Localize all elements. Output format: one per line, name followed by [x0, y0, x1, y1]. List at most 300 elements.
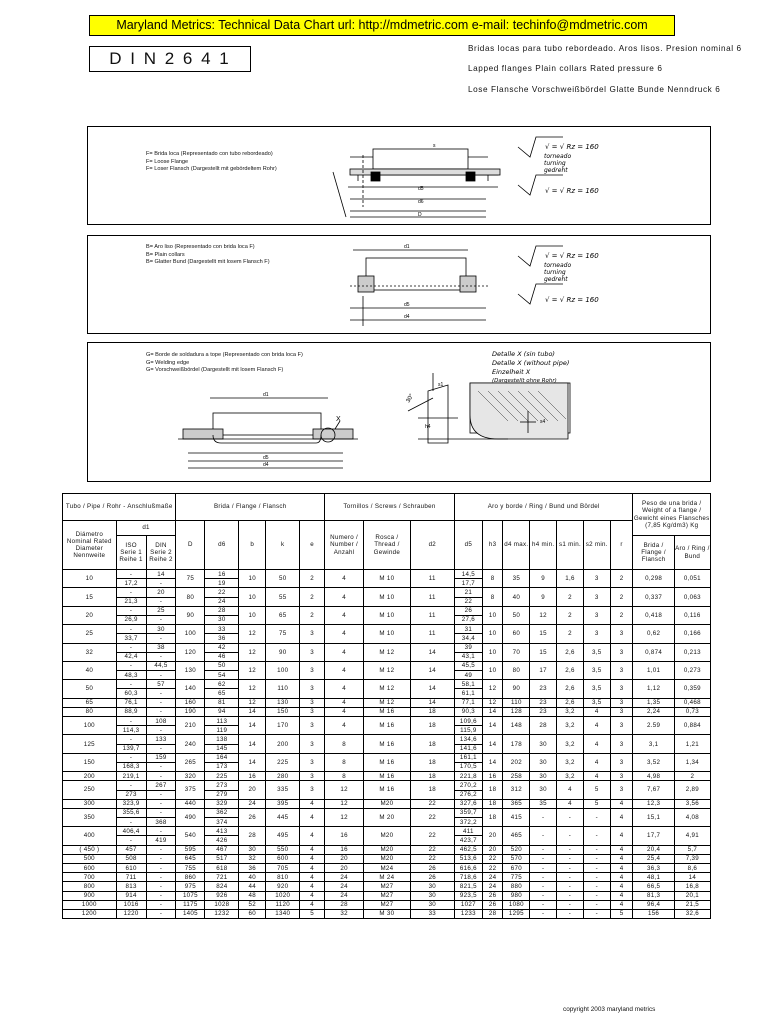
svg-text:gedreht: gedreht [544, 276, 568, 283]
cell-weight-flange: 36,3 [633, 864, 674, 873]
table-row [63, 735, 711, 744]
cell-D: 375 [176, 781, 205, 799]
cell-k: 920 [266, 882, 300, 891]
cell-weight-flange: 0,874 [633, 643, 674, 661]
cell-iso: 323,9 [116, 799, 146, 808]
cell-d6: 467 [205, 845, 239, 854]
cell-weight-flange: 4,98 [633, 772, 674, 781]
cell-din: 14 [146, 570, 176, 579]
cell-d6: 81 [205, 698, 239, 707]
cell-iso: 914 [116, 891, 146, 900]
cell-nominal-diameter: ( 450 ) [63, 845, 117, 854]
cell-k: 280 [266, 772, 300, 781]
table-row [63, 698, 711, 707]
table-body [63, 570, 711, 919]
cell-weight-flange: 48,1 [633, 873, 674, 882]
cell-s1: - [557, 882, 584, 891]
cell-iso: - [116, 625, 146, 634]
cell-h4: 28 [530, 717, 557, 735]
cell-b: 10 [239, 606, 266, 624]
cell-bolt-count: 24 [325, 891, 364, 900]
cell-k: 55 [266, 588, 300, 606]
cell-d4: 40 [503, 588, 530, 606]
header-nominal-diameter: Diámetro Nominal Rated Diameter Nennweite [63, 521, 117, 570]
cell-d5: 327,6 [454, 799, 482, 808]
cell-d6: 824 [205, 882, 239, 891]
cell-weight-ring: 16,8 [674, 882, 710, 891]
cell-iso: - [116, 661, 146, 670]
legend-line: B= Glatter Bund (Dargestellt mit losem Flansch F) [146, 259, 270, 266]
cell-din: - [146, 762, 176, 771]
cell-h3: 20 [482, 845, 503, 854]
cell-d2: 33 [410, 909, 454, 918]
cell-s2: 4 [583, 772, 610, 781]
legend-line: F= Loser Flansch (Dargestellt mit gebördeltem Rohr) [146, 166, 277, 173]
cell-d4: 148 [503, 717, 530, 735]
cell-D: 90 [176, 606, 205, 624]
cell-bolt-count: 16 [325, 827, 364, 845]
cell-d4: 365 [503, 799, 530, 808]
cell-iso: 42,4 [116, 652, 146, 661]
cell-s1: 1,6 [557, 570, 584, 588]
cell-bolt-count: 4 [325, 707, 364, 716]
svg-text:turning: turning [544, 269, 566, 276]
header-h4: h4 min. [530, 521, 557, 570]
cell-k: 335 [266, 781, 300, 799]
table-row [63, 900, 711, 909]
table-row [63, 707, 711, 716]
cell-r: 3 [610, 781, 633, 799]
cell-din: 368 [146, 818, 176, 827]
cell-s2: - [583, 845, 610, 854]
finish-de: gedreht [544, 167, 568, 174]
cell-d5: 359,7 [454, 808, 482, 817]
cell-s1: - [557, 854, 584, 863]
cell-d5: 14,5 [454, 570, 482, 579]
table-row [63, 909, 711, 918]
cell-nominal-diameter: 600 [63, 864, 117, 873]
cell-iso: 406,4 [116, 827, 146, 836]
svg-text:X: X [336, 416, 341, 423]
cell-nominal-diameter: 250 [63, 781, 117, 799]
cell-s2: - [583, 891, 610, 900]
loose-flange-drawing [88, 127, 712, 226]
cell-thread: M 12 [364, 680, 410, 698]
cell-din: - [146, 882, 176, 891]
cell-d6: 119 [205, 726, 239, 735]
cell-d6: 1232 [205, 909, 239, 918]
header-D: D [176, 521, 205, 570]
cell-D: 130 [176, 661, 205, 679]
cell-e: 4 [300, 854, 325, 863]
cell-s1: 2,6 [557, 680, 584, 698]
svg-text:d1: d1 [404, 244, 410, 250]
cell-D: 120 [176, 643, 205, 661]
cell-iso: 273 [116, 790, 146, 799]
cell-d2: 11 [410, 588, 454, 606]
cell-e: 4 [300, 864, 325, 873]
cell-d4: 35 [503, 570, 530, 588]
cell-r: 4 [610, 808, 633, 826]
cell-d2: 26 [410, 864, 454, 873]
cell-b: 36 [239, 864, 266, 873]
cell-d5: 58,1 [454, 680, 482, 689]
svg-text:d5: d5 [263, 455, 269, 461]
table-row [63, 882, 711, 891]
cell-k: 1020 [266, 891, 300, 900]
cell-D: 100 [176, 625, 205, 643]
cell-d2: 18 [410, 772, 454, 781]
cell-bolt-count: 4 [325, 588, 364, 606]
cell-s1: 3,2 [557, 735, 584, 753]
svg-text:d4: d4 [263, 462, 269, 468]
cell-s2: 5 [583, 781, 610, 799]
cell-thread: M 20 [364, 808, 410, 826]
cell-weight-flange: 0,298 [633, 570, 674, 588]
cell-D: 755 [176, 864, 205, 873]
cell-iso: - [116, 836, 146, 845]
header-number: Numero / Number / Anzahl [325, 521, 364, 570]
cell-d5: 718,6 [454, 873, 482, 882]
cell-e: 3 [300, 698, 325, 707]
cell-r: 3 [610, 735, 633, 753]
cell-din: - [146, 808, 176, 817]
cell-d5: 616,6 [454, 864, 482, 873]
cell-d6: 28 [205, 606, 239, 615]
cell-s1: 3,2 [557, 753, 584, 771]
cell-b: 60 [239, 909, 266, 918]
cell-b: 14 [239, 707, 266, 716]
cell-weight-ring: 7,39 [674, 854, 710, 863]
svg-text:h4: h4 [425, 424, 431, 430]
cell-weight-flange: 0,418 [633, 606, 674, 624]
cell-d4: 520 [503, 845, 530, 854]
cell-r: 5 [610, 909, 633, 918]
cell-r: 3 [610, 625, 633, 643]
cell-din: - [146, 652, 176, 661]
cell-iso: 711 [116, 873, 146, 882]
plain-collar-drawing [88, 236, 712, 335]
cell-e: 3 [300, 772, 325, 781]
cell-d6: 173 [205, 762, 239, 771]
svg-text:√ = √ Rz = 160: √ = √ Rz = 160 [545, 296, 599, 304]
header-k: k [266, 521, 300, 570]
cell-D: 75 [176, 570, 205, 588]
cell-bolt-count: 12 [325, 799, 364, 808]
cell-h3: 8 [482, 588, 503, 606]
legend-line: G= Borde de soldadura a tope (Representado con brida loca F) [146, 352, 303, 358]
cell-weight-flange: 17,7 [633, 827, 674, 845]
cell-h4: 30 [530, 772, 557, 781]
cell-bolt-count: 12 [325, 808, 364, 826]
cell-d5: 22 [454, 597, 482, 606]
cell-bolt-count: 4 [325, 680, 364, 698]
cell-thread: M27 [364, 891, 410, 900]
legend-line: F= Brida loca (Representado con tubo rebordeado) [146, 151, 273, 157]
description-block [468, 44, 758, 105]
cell-d6: 329 [205, 799, 239, 808]
cell-d2: 30 [410, 891, 454, 900]
cell-k: 50 [266, 570, 300, 588]
cell-k: 810 [266, 873, 300, 882]
cell-b: 16 [239, 772, 266, 781]
cell-d6: 413 [205, 827, 239, 836]
cell-din: - [146, 845, 176, 854]
cell-weight-ring: 1,21 [674, 735, 710, 753]
cell-s2: - [583, 882, 610, 891]
cell-D: 440 [176, 799, 205, 808]
header-tube: Tubo / Pipe / Rohr - Anschlußmaße [63, 494, 176, 521]
cell-iso: - [116, 753, 146, 762]
cell-iso: - [116, 818, 146, 827]
cell-h4: - [530, 845, 557, 854]
cell-din: - [146, 707, 176, 716]
cell-din: - [146, 689, 176, 698]
cell-e: 3 [300, 735, 325, 753]
cell-d4: 110 [503, 698, 530, 707]
svg-text:30°: 30° [405, 393, 416, 404]
cell-h3: 18 [482, 781, 503, 799]
cell-D: 975 [176, 882, 205, 891]
cell-d5: 134,6 [454, 735, 482, 744]
cell-s1: 3,2 [557, 772, 584, 781]
header-r: r [610, 521, 633, 570]
cell-h3: 10 [482, 661, 503, 679]
cell-r: 4 [610, 900, 633, 909]
cell-k: 65 [266, 606, 300, 624]
cell-D: 860 [176, 873, 205, 882]
cell-b: 14 [239, 735, 266, 753]
cell-d4: 90 [503, 680, 530, 698]
cell-weight-flange: 81,3 [633, 891, 674, 900]
cell-h4: - [530, 808, 557, 826]
detail-label-de: Einzelheit X [492, 368, 531, 376]
cell-h4: 35 [530, 799, 557, 808]
cell-d6: 113 [205, 717, 239, 726]
cell-h3: 28 [482, 909, 503, 918]
cell-d4: 980 [503, 891, 530, 900]
cell-b: 44 [239, 882, 266, 891]
cell-s2: 4 [583, 735, 610, 753]
dimension-table [62, 493, 711, 919]
cell-d6: 54 [205, 671, 239, 680]
cell-h3: 18 [482, 808, 503, 826]
cell-din: - [146, 790, 176, 799]
cell-weight-flange: 66,5 [633, 882, 674, 891]
cell-thread: M 16 [364, 781, 410, 799]
cell-bolt-count: 4 [325, 661, 364, 679]
cell-bolt-count: 4 [325, 625, 364, 643]
finish-es: torneado [544, 153, 572, 160]
cell-d2: 22 [410, 845, 454, 854]
cell-iso: 508 [116, 854, 146, 863]
cell-weight-ring: 0,051 [674, 570, 710, 588]
cell-h3: 20 [482, 827, 503, 845]
cell-d5: 109,6 [454, 717, 482, 726]
cell-d6: 926 [205, 891, 239, 900]
cell-e: 5 [300, 909, 325, 918]
cell-d6: 374 [205, 818, 239, 827]
cell-bolt-count: 16 [325, 845, 364, 854]
cell-e: 4 [300, 891, 325, 900]
table-row [63, 680, 711, 689]
table-row [63, 808, 711, 817]
cell-d2: 30 [410, 882, 454, 891]
cell-weight-ring: 2,89 [674, 781, 710, 799]
cell-b: 14 [239, 717, 266, 735]
svg-text:d6: d6 [418, 199, 424, 205]
cell-e: 3 [300, 753, 325, 771]
cell-h3: 12 [482, 698, 503, 707]
cell-weight-flange: 0,337 [633, 588, 674, 606]
cell-s2: 3 [583, 606, 610, 624]
cell-iso: 139,7 [116, 744, 146, 753]
cell-nominal-diameter: 100 [63, 717, 117, 735]
cell-r: 4 [610, 799, 633, 808]
cell-D: 240 [176, 735, 205, 753]
cell-din: - [146, 799, 176, 808]
cell-D: 160 [176, 698, 205, 707]
standard-title: D I N 2 6 4 1 [89, 46, 251, 72]
table-row [63, 717, 711, 726]
cell-weight-flange: 12,3 [633, 799, 674, 808]
cell-b: 24 [239, 799, 266, 808]
cell-nominal-diameter: 20 [63, 606, 117, 624]
cell-h4: 15 [530, 643, 557, 661]
cell-r: 2 [610, 606, 633, 624]
cell-thread: M 16 [364, 735, 410, 753]
cell-b: 32 [239, 854, 266, 863]
header-d5: d5 [454, 521, 482, 570]
cell-d5: 221,8 [454, 772, 482, 781]
cell-h4: - [530, 864, 557, 873]
cell-d5: 26 [454, 606, 482, 615]
cell-h3: 18 [482, 799, 503, 808]
cell-d2: 22 [410, 799, 454, 808]
welding-edge-drawing [88, 343, 712, 483]
cell-weight-ring: 14 [674, 873, 710, 882]
cell-weight-flange: 0,62 [633, 625, 674, 643]
cell-weight-flange: 2,24 [633, 707, 674, 716]
cell-h3: 10 [482, 625, 503, 643]
cell-d6: 33 [205, 625, 239, 634]
header-d1: d1 [116, 521, 176, 536]
header-din: DIN Serie 2 Reihe 2 [146, 536, 176, 570]
cell-e: 3 [300, 643, 325, 661]
cell-thread: M 16 [364, 772, 410, 781]
cell-iso: 219,1 [116, 772, 146, 781]
cell-din: - [146, 726, 176, 735]
cell-h4: 23 [530, 698, 557, 707]
detail-label-en: Detalle X (without pipe) [492, 359, 570, 367]
cell-weight-flange: 1,35 [633, 698, 674, 707]
cell-d5: 141,6 [454, 744, 482, 753]
table-row [63, 661, 711, 670]
cell-iso: 21,3 [116, 597, 146, 606]
cell-iso: 60,3 [116, 689, 146, 698]
cell-iso: - [116, 643, 146, 652]
cell-nominal-diameter: 32 [63, 643, 117, 661]
cell-d6: 36 [205, 634, 239, 643]
cell-din: 419 [146, 836, 176, 845]
header-ring: Aro y borde / Ring / Bund und Bördel [454, 494, 632, 521]
svg-text:d1: d1 [263, 392, 269, 398]
cell-d2: 11 [410, 625, 454, 643]
cell-b: 40 [239, 873, 266, 882]
cell-s2: 4 [583, 707, 610, 716]
cell-h4: - [530, 882, 557, 891]
cell-s1: - [557, 891, 584, 900]
cell-s1: - [557, 864, 584, 873]
cell-h3: 10 [482, 643, 503, 661]
cell-weight-ring: 0,166 [674, 625, 710, 643]
cell-D: 540 [176, 827, 205, 845]
cell-h4: - [530, 900, 557, 909]
cell-din: 267 [146, 781, 176, 790]
legend-line: B= Aro liso (Representado con brida loca F) [146, 244, 255, 250]
cell-d6: 618 [205, 864, 239, 873]
cell-iso: 88,9 [116, 707, 146, 716]
cell-weight-ring: 0,213 [674, 643, 710, 661]
cell-D: 320 [176, 772, 205, 781]
svg-text:d4: d4 [404, 314, 410, 320]
cell-weight-ring: 0,73 [674, 707, 710, 716]
cell-weight-flange: 15,1 [633, 808, 674, 826]
cell-b: 12 [239, 661, 266, 679]
cell-b: 10 [239, 570, 266, 588]
cell-thread: M20 [364, 827, 410, 845]
cell-s2: 4 [583, 717, 610, 735]
cell-thread: M 12 [364, 643, 410, 661]
cell-thread: M 16 [364, 717, 410, 735]
cell-s2: 3,5 [583, 643, 610, 661]
cell-nominal-diameter: 50 [63, 680, 117, 698]
cell-weight-ring: 0,063 [674, 588, 710, 606]
cell-din: - [146, 873, 176, 882]
cell-h4: - [530, 873, 557, 882]
cell-weight-ring: 3,56 [674, 799, 710, 808]
cell-s1: 2,6 [557, 698, 584, 707]
table-row [63, 873, 711, 882]
cell-iso: 610 [116, 864, 146, 873]
cell-h3: 14 [482, 707, 503, 716]
cell-d6: 517 [205, 854, 239, 863]
cell-h4: 12 [530, 606, 557, 624]
cell-thread: M 10 [364, 606, 410, 624]
cell-e: 4 [300, 900, 325, 909]
cell-nominal-diameter: 300 [63, 799, 117, 808]
cell-s1: 2,6 [557, 661, 584, 679]
cell-d5: 17,7 [454, 579, 482, 588]
cell-d6: 19 [205, 579, 239, 588]
cell-din: 108 [146, 717, 176, 726]
cell-b: 28 [239, 827, 266, 845]
cell-bolt-count: 4 [325, 606, 364, 624]
legend-line: G= Vorschweißbördel (Dargestellt mit losem Flansch F) [146, 367, 284, 374]
cell-r: 3 [610, 661, 633, 679]
cell-d4: 465 [503, 827, 530, 845]
cell-weight-ring: 0,884 [674, 717, 710, 735]
cell-weight-flange: 7,67 [633, 781, 674, 799]
cell-d6: 273 [205, 781, 239, 790]
cell-din: - [146, 615, 176, 624]
cell-r: 2 [610, 570, 633, 588]
cell-weight-ring: 32,6 [674, 909, 710, 918]
cell-D: 1405 [176, 909, 205, 918]
cell-weight-ring: 5,7 [674, 845, 710, 854]
table-row [63, 570, 711, 579]
cell-d2: 18 [410, 781, 454, 799]
